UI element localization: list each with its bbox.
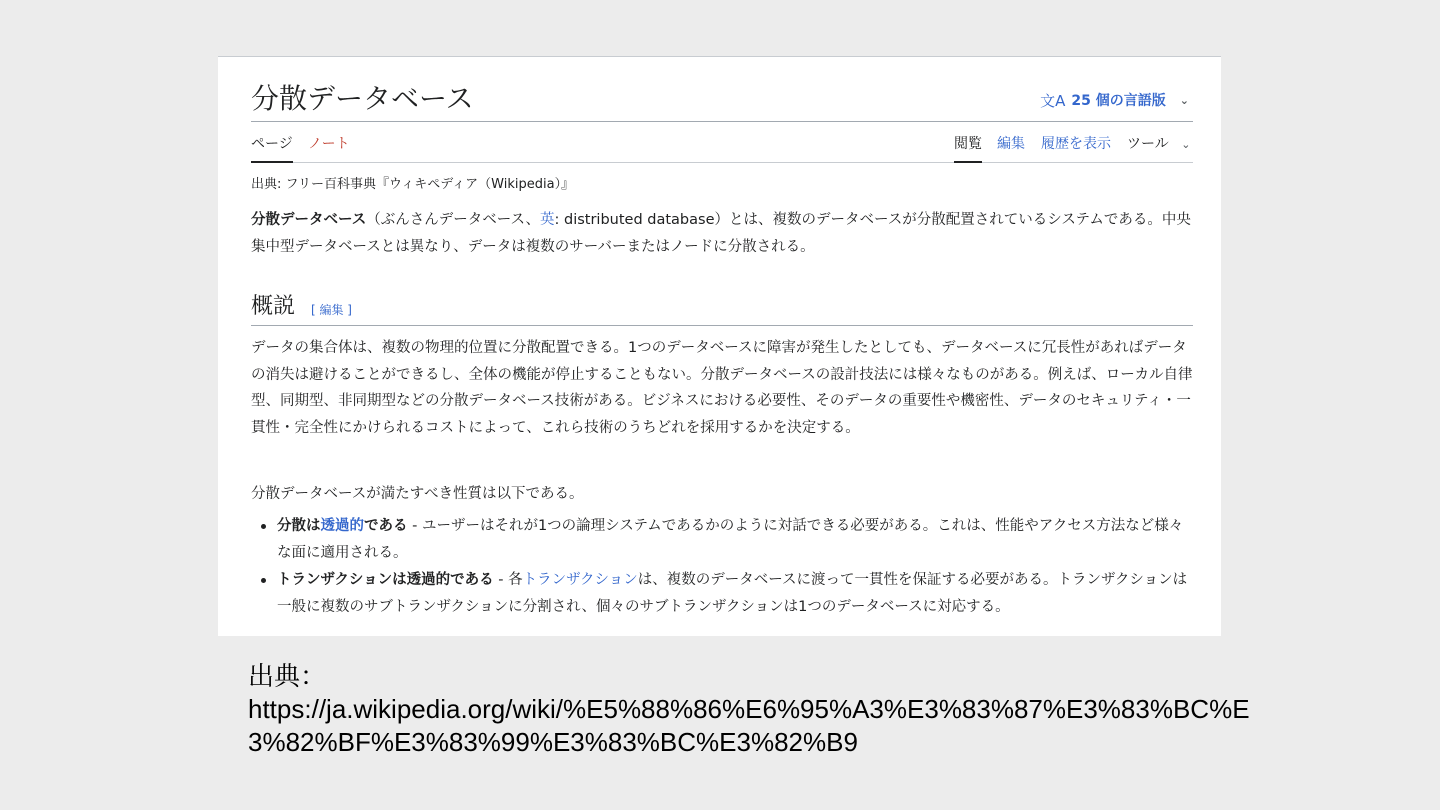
overview-paragraph: データの集合体は、複数の物理的位置に分散配置できる。1つのデータベースに障害が発生したとしても、データベースに冗長性があればデータの消失は避けることができるし、全体の機能が停止することもない。分散データベースの設計技法には様々なものがある。例えば、ローカル自律型、同期型、非同期型などの分散データベース技術がある。ビジネスにおける必要性、そのデータの重要性や機密性、データのセキュリティ・一貫性・完全性にかけられるコストによって、これら技術のうちどれを採用するかを決定する。	[251, 340, 1193, 436]
chevron-down-icon: ⌄	[1181, 138, 1191, 151]
bullet-text: - ユーザーはそれが1つの論理システムであるかのように対話できる必要がある。これは、性能やアクセス方法など様々な面に適用される。	[277, 518, 1184, 561]
lead-reading: （ぶんさんデータベース、	[366, 212, 540, 228]
bullet-bold-a: トランザクションは透過的である	[277, 572, 494, 588]
list-item	[251, 567, 1193, 620]
caption-label: 出典：	[248, 661, 327, 691]
section-heading-row	[251, 285, 1193, 326]
caption-url: https://ja.wikipedia.org/wiki/%E5%88%86%E6%95%A3%E3%83%87%E3%83%BC%E3%82%BF%E3%83%99%E3%83%BC%E3%82%B9	[248, 694, 1250, 757]
chevron-down-icon: ⌄	[1179, 93, 1189, 107]
source-line: 出典: フリー百科事典『ウィキペディア（Wikipedia）』	[251, 177, 575, 192]
source-caption	[248, 660, 1278, 759]
section-edit-link[interactable]	[311, 301, 352, 318]
tab-tools-label: ツール	[1127, 136, 1169, 152]
tabs-row	[251, 121, 1193, 163]
tab-tools[interactable]	[1127, 133, 1190, 161]
english-link[interactable]: 英	[540, 212, 555, 228]
properties-list	[251, 513, 1193, 621]
transaction-link[interactable]: トランザクション	[522, 572, 638, 588]
lead-bold-term: 分散データベース	[251, 212, 367, 228]
bullet-text-b: は、複数のデータベースに渡って一貫性を保証する必要がある。トランザクションは一般に複数のサブトランザクションに分割され、個々のサブトランザクションは1つのデータベースに対応する。	[277, 572, 1188, 615]
tab-history[interactable]: 履歴を表示	[1041, 136, 1111, 152]
bullet-bold-b: である	[364, 518, 408, 534]
properties-intro: 分散データベースが満たすべき性質は以下である。	[251, 486, 584, 502]
bullet-text: - 各	[493, 572, 523, 588]
tab-edit[interactable]: 編集	[997, 136, 1025, 152]
tab-read[interactable]: 閲覧	[954, 133, 982, 163]
tab-talk[interactable]: ノート	[308, 136, 350, 152]
section-edit-label: [ 編集 ]	[311, 303, 352, 317]
lead-paragraph	[251, 207, 1193, 260]
page-title: 分散データベース	[251, 82, 474, 115]
language-button[interactable]	[1040, 89, 1189, 111]
translate-icon: 文A	[1040, 91, 1066, 110]
language-button-label: 25 個の言語版	[1071, 93, 1166, 109]
title-row	[251, 79, 1193, 122]
bullet-bold-a: 分散は	[277, 518, 321, 534]
section-title: 概説	[251, 294, 296, 319]
transparent-link[interactable]: 透過的	[320, 518, 364, 534]
lead-english: : distributed database）とは、複数のデータベースが分散配置されているシステムである。中央集中型データベースとは異なり、データは複数のサーバーまたはノードに分散される。	[251, 212, 1191, 255]
list-item	[251, 513, 1193, 566]
tab-page[interactable]: ページ	[251, 133, 293, 163]
wikipedia-screenshot	[218, 56, 1221, 636]
